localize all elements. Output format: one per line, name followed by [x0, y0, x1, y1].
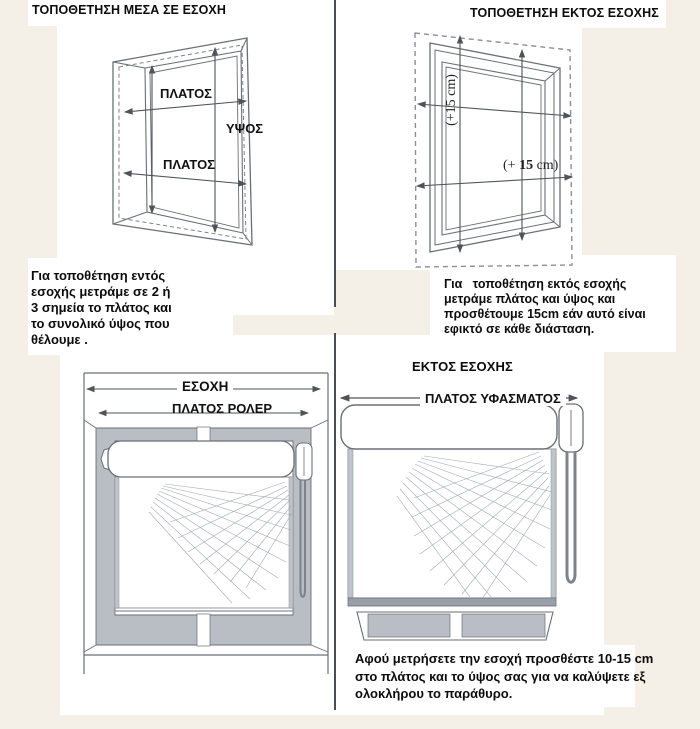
roller-width-label: ΠΛΑΤΟΣ ΡΟΛΕΡ — [172, 401, 273, 416]
outside-recess-window-diagram — [334, 0, 594, 270]
recess-label: ΕΣΟΧΗ — [177, 379, 233, 394]
note-line: 3 σημεία το πλάτος και — [31, 300, 172, 315]
note-line: ολοκλήρου το παράθυρο. — [355, 686, 513, 701]
bottom-right-note — [355, 650, 653, 703]
height-allowance-label: (+15 cm) — [444, 74, 459, 126]
bottom-right-title: ΕΚΤΟΣ ΕΣΟΧΗΣ — [412, 359, 513, 374]
allowance-value: 15 — [519, 158, 534, 173]
note-line: θέλουμε . — [31, 332, 88, 347]
height-label: ΥΨΟΣ — [226, 121, 264, 136]
fabric-width-label: ΠΛΑΤΟΣ ΥΦΑΣΜΑΤΟΣ — [420, 391, 566, 406]
allowance-suffix: cm) — [533, 158, 559, 173]
width-allowance-label — [503, 158, 558, 174]
note-line: προσθέτουμε 15cm εάν αυτό είναι — [444, 307, 646, 321]
note-line: εσοχής μετράμε σε 2 ή — [31, 284, 171, 299]
allowance-prefix: (+ — [503, 158, 520, 173]
note-line: Αφού μετρήσετε την εσοχή προσθέστε 10-15 cm — [355, 651, 654, 666]
note-line: μετράμε πλάτος και ύψος και — [444, 292, 616, 306]
note-line: στο πλάτος και το ύψος σας για να καλύψετε εξ — [355, 668, 646, 684]
top-left-note — [31, 268, 172, 348]
note-line: Για τοποθέτηση εκτός εσοχής — [444, 277, 627, 291]
recess-window-diagram — [28, 0, 334, 308]
note-line: εφικτό σε κάθε διάσταση. — [444, 322, 595, 336]
top-right-note — [444, 277, 646, 337]
note-line: Για τοποθέτηση εντός — [31, 268, 166, 283]
note-line: το συνολικό ύψος που — [31, 316, 170, 331]
top-right-title: ΤΟΠΟΘΕΤΗΣΗ ΕΚΤΟΣ ΕΣΟΧΗΣ — [470, 6, 659, 20]
width-label-top: ΠΛΑΤΟΣ — [160, 86, 212, 101]
top-left-title: ΤΟΠΟΘΕΤΗΣΗ ΜΕΣΑ ΣΕ ΕΣΟΧΗ — [32, 3, 226, 17]
width-label-bottom: ΠΛΑΤΟΣ — [163, 157, 215, 172]
